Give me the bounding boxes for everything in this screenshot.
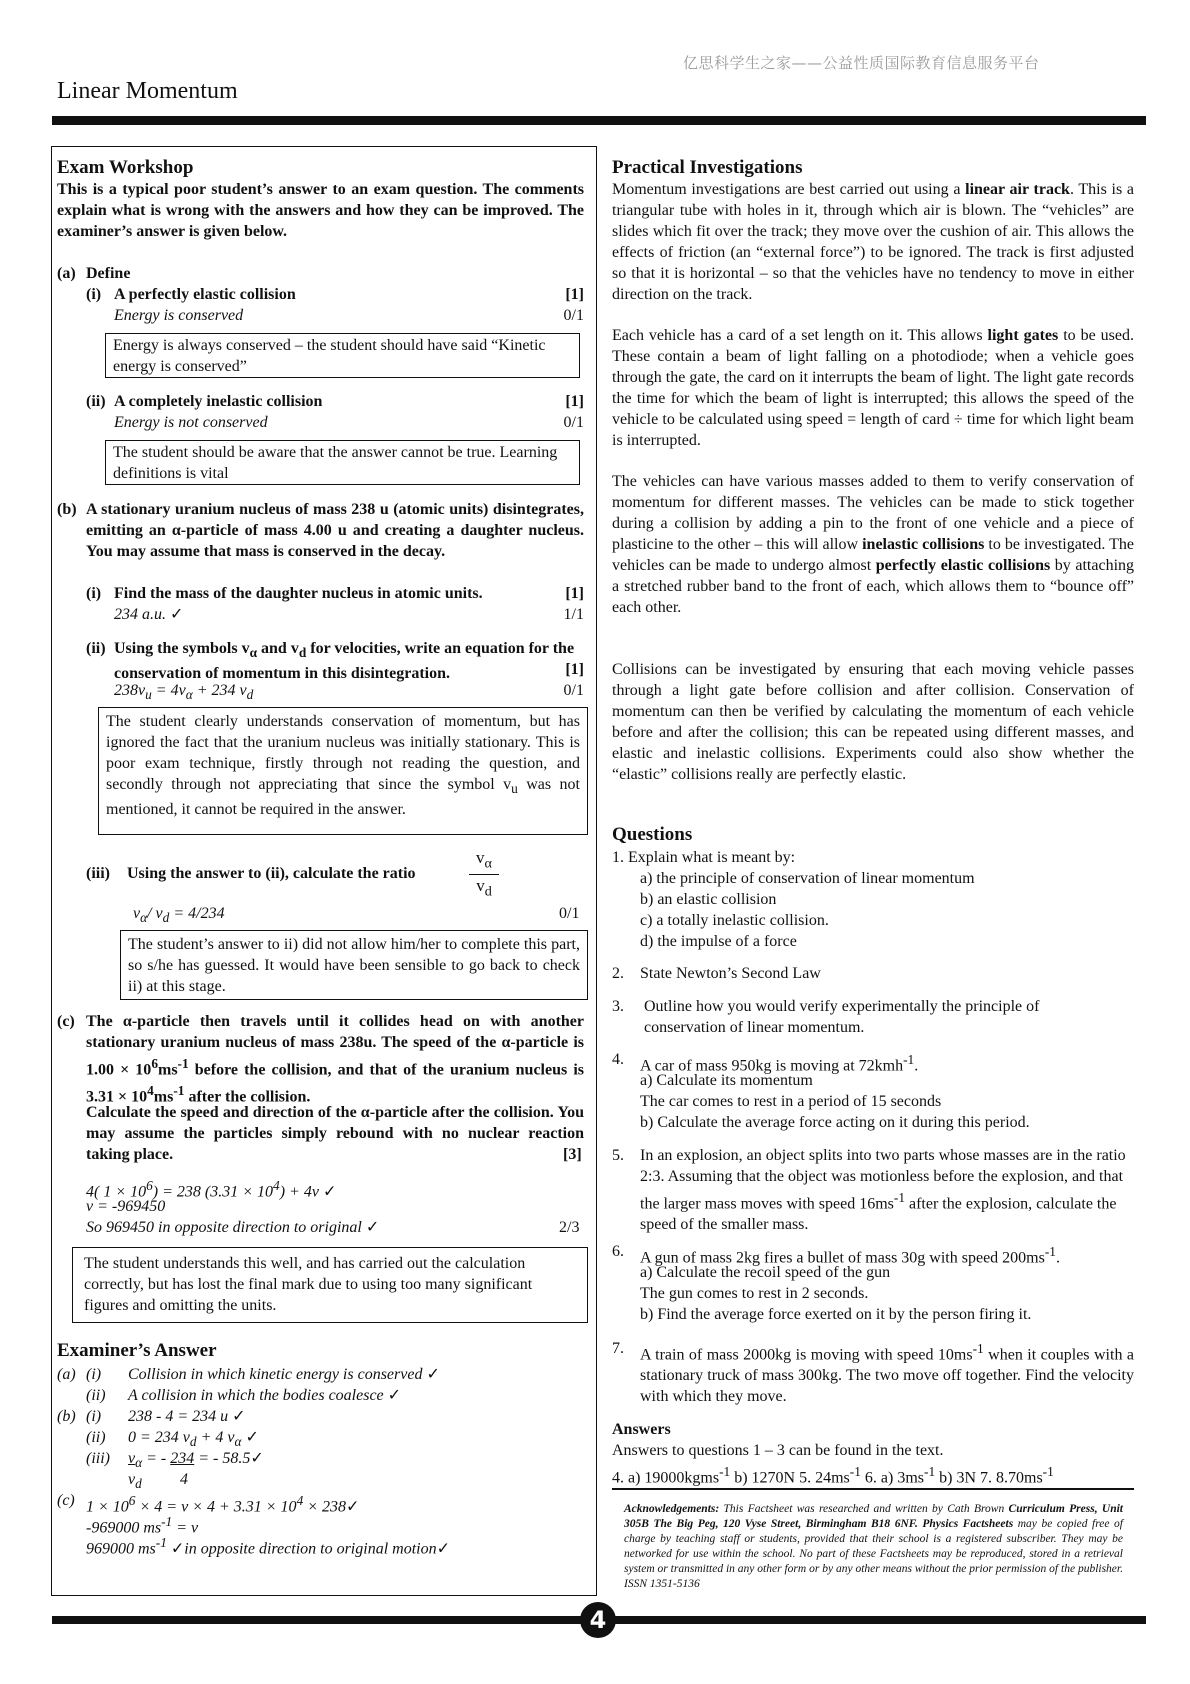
examiner-b-ii: 0 = 234 $v_d + 4$ $v_\alpha$ ✓ bbox=[128, 1429, 259, 1450]
question-b-i bbox=[57, 583, 584, 625]
examiner-c-line2: -969000 $ms^{-1} = v$ bbox=[86, 1514, 199, 1537]
acknowledgements: Acknowledgements: This Factsheet was researched and written by Cath Brown Curriculum Press, Unit 305B The Big Peg, 120 Vyse Street, Birmingham B18 6NF. Physics Factsheets may be copied free of charge by teaching staff or students, provided that their school is a registered subscriber. They may be networked for use within the school. No part of these Factsheets may be reproduced, stored in a retrieval system or transmitted in any other form or by any other means without the prior permission of the publisher. ISSN 1351-5136 bbox=[624, 1503, 1123, 1590]
question-2-number: 2. bbox=[612, 965, 624, 982]
question-1: 1. Explain what is meant by: bbox=[612, 849, 796, 866]
question-1c: c) a totally inelastic collision. bbox=[640, 912, 829, 929]
practical-investigations-heading: Practical Investigations bbox=[612, 157, 803, 178]
student-answer-b-i: 234 a.u. bbox=[114, 606, 166, 623]
examiners-answer-heading: Examiner’s Answer bbox=[57, 1340, 217, 1361]
question-b-label: (b) bbox=[57, 501, 77, 518]
student-answer-c-line1: 4( $1 \times 10^6) = 238$ $(3.31 \times 10^4) + 4v$ ✓ bbox=[86, 1178, 337, 1201]
question-4: A car of mass 950kg is moving at 72kmh$^{-1}$. bbox=[640, 1052, 919, 1075]
score-a-i: 0/1 bbox=[563, 307, 584, 324]
comment-b-iii: The student’s answer to ii) did not allow him/her to complete this part, so s/he has guessed. It would have been sensible to go back to check ii) at this stage. bbox=[120, 930, 588, 1000]
answers-line-2: 4. a) 19000kgms$^{-1}$ b) 1270N 5. $24ms^{-1}$ 6. a) $3ms^{-1}$ b) 3N 7. $8.70ms^{-1}$ bbox=[612, 1464, 1054, 1487]
question-b-iii-label: (iii) bbox=[86, 865, 110, 882]
score-b-ii: 0/1 bbox=[563, 682, 584, 699]
examiner-b-iii: $v_\alpha$ = - 234 = - 58.5✓ $v_d$ 4 bbox=[128, 1450, 264, 1492]
student-answer-a-ii: Energy is not conserved bbox=[114, 414, 268, 431]
examiner-a-ii: A collision in which the bodies coalesce bbox=[128, 1387, 384, 1404]
question-6b: b) Find the average force exerted on it by the person firing it. bbox=[640, 1306, 1032, 1323]
question-a-ii bbox=[57, 391, 584, 433]
score-a-ii: 0/1 bbox=[563, 414, 584, 431]
student-answer-c-line3: So 969450 in opposite direction to original ✓ bbox=[86, 1219, 380, 1236]
question-1b: b) an elastic collision bbox=[640, 891, 777, 908]
question-c-label: (c) bbox=[57, 1013, 75, 1030]
question-b-i-text: Find the mass of the daughter nucleus in atomic units. bbox=[114, 585, 483, 602]
watermark-text: 亿思科学生之家——公益性质国际教育信息服务平台 bbox=[683, 54, 1040, 72]
answers-line-1: Answers to questions 1 – 3 can be found in the text. bbox=[612, 1442, 944, 1459]
question-a-i bbox=[57, 284, 584, 326]
comment-c: The student understands this well, and has carried out the calculation correctly, but has lost the final mark due to using too many significant figures and omitting the units. bbox=[72, 1247, 588, 1323]
question-a-i-label: (i) bbox=[86, 286, 102, 303]
paragraph-air-track: Momentum investigations are best carried out using a linear air track. This is a triangular tube with holes in it, through which air is blown. The “vehicles” are slides which fit over the track; they move over the cushion of air. This allows the effects of friction (an “external force”) to be ignored. The track is first adjusted so that it is horizontal – so that the vehicles have no tendency to move in either direction on the track. bbox=[612, 181, 1135, 303]
questions-heading: Questions bbox=[612, 824, 693, 845]
question-a-text: Define bbox=[86, 265, 131, 282]
question-3: Outline how you would verify experimentally the principle of conservation of linear momentum. bbox=[644, 998, 1040, 1036]
student-answer-b-iii: $v_\alpha/$ $v_d = 4/234$ bbox=[133, 905, 225, 926]
question-4-context: The car comes to rest in a period of 15 seconds bbox=[640, 1093, 942, 1110]
ratio-fraction: $v_\alpha$ $v_d$ bbox=[469, 847, 499, 903]
question-c-text: The α-particle then travels until it collides head on with another stationary uranium nucleus of mass 238u. The speed of the α-particle is $1.00 \times 10^6ms^{-1}$ before the collision, and that of the uranium nucleus is $3.31 \times 10^4ms^{-1}$ after the collision. bbox=[86, 1013, 584, 1106]
examiner-c-line1: $1 \times 10^6 \times 4 = v \times 4 + 3.31 \times 10^4$ × 238✓ bbox=[86, 1493, 360, 1516]
question-a-label: (a) bbox=[57, 265, 76, 282]
top-rule bbox=[52, 116, 1146, 125]
paragraph-masses: The vehicles can have various masses added to them to verify conservation of momentum for different masses. The vehicles can be made to stick together during a collision by adding a pin to the front of one vehicle and a piece of plasticine to the other – this will allow inelastic collisions to be investigated. The vehicles can be made to undergo almost perfectly elastic collisions by attaching a stretched rubber band to the front of each, which allows them to “bounce off” each other. bbox=[612, 473, 1135, 616]
question-6-context: The gun comes to rest in 2 seconds. bbox=[640, 1285, 869, 1302]
page-number: 4 bbox=[580, 1602, 616, 1638]
question-a-i-text: A perfectly elastic collision bbox=[114, 286, 296, 303]
question-4-number: 4. bbox=[612, 1051, 624, 1068]
comment-b-ii: The student clearly understands conservation of momentum, but has ignored the fact that the uranium nucleus was initially stationary. This is poor exam technique, firstly through not reading the question, and secondly through not appreciating that since the symbol $v_u$ was not mentioned, it cannot be required in the answer. bbox=[98, 707, 588, 835]
tick-icon: ✓ bbox=[170, 606, 184, 623]
student-answer-a-i: Energy is conserved bbox=[114, 307, 244, 324]
question-5: In an explosion, an object splits into two parts whose masses are in the ratio 2:3. Assuming that the object was motionless before the explosion, and that the larger mass moves with speed $16ms^{-1}$ after the explosion, calculate the speed of the smaller mass. bbox=[640, 1147, 1126, 1234]
question-b-i-marks: [1] bbox=[565, 585, 584, 602]
question-5-number: 5. bbox=[612, 1147, 624, 1164]
question-3-number: 3. bbox=[612, 998, 624, 1015]
acknowledgements-rule bbox=[612, 1488, 1134, 1490]
score-b-i: 1/1 bbox=[563, 606, 584, 623]
question-2: State Newton’s Second Law bbox=[640, 965, 821, 982]
paragraph-collisions: Collisions can be investigated by ensuring that each moving vehicle passes through a light gate before collision and after collision. Conservation of momentum can then be verified by calculating the momentum of each vehicle before and after the collision; this can be repeated using different masses, and elastic and inelastic collisions. Experiments could also show whether the “elastic” collisions really are perfectly elastic. bbox=[612, 661, 1134, 783]
question-a-ii-text: A completely inelastic collision bbox=[114, 393, 323, 410]
question-1d: d) the impulse of a force bbox=[640, 933, 797, 950]
examiner-b-i: 238 - 4 = 234 u bbox=[128, 1408, 229, 1425]
question-a-ii-label: (ii) bbox=[86, 393, 106, 410]
question-b-i-label: (i) bbox=[86, 585, 102, 602]
question-b-ii-label: (ii) bbox=[86, 640, 106, 657]
question-b-ii-marks: [1] bbox=[565, 661, 584, 678]
question-c-marks: [3] bbox=[563, 1146, 582, 1163]
question-7-number: 7. bbox=[612, 1340, 624, 1357]
question-4a: a) Calculate its momentum bbox=[640, 1072, 813, 1089]
examiners-answer: (a) (i) Collision in which kinetic energy is conserved ✓ (ii) A collision in which the bodies coalesce ✓ (b) (i) 238 - 4 = 234 u ✓ (ii) 0 = 234 $v_d + 4$ $v_\alpha$ ✓ (iii) $v_\alpha$ = - 234 = - 58.5✓ $v_d$ 4 (c) $1 \times 10^6 \times 4 = v \times 4 + 3.31 \times 10^4$ × 238✓ -969000 $ms^{-1} = v$ 969000 $ms^{-1}$ ✓in opposite direction to original motion✓ bbox=[57, 1366, 450, 1558]
page-title: Linear Momentum bbox=[57, 78, 238, 104]
comment-a-ii: The student should be aware that the answer cannot be true. Learning definitions is vital bbox=[105, 440, 580, 485]
question-6: A gun of mass 2kg fires a bullet of mass 30g with speed $200ms^{-1}$. bbox=[640, 1244, 1060, 1267]
score-b-iii: 0/1 bbox=[559, 905, 580, 922]
question-b-ii bbox=[57, 638, 584, 701]
question-b-ii-text: Using the symbols $v_\alpha$ and $v_d$ for velocities, write an equation for the conservation of momentum in this disintegration. bbox=[114, 640, 575, 683]
exam-workshop-intro: This is a typical poor student’s answer to an exam question. The comments explain what is wrong with the answers and how they can be improved. The examiner’s answer is given below. bbox=[57, 181, 584, 240]
examiner-a-i: Collision in which kinetic energy is conserved bbox=[128, 1366, 423, 1383]
question-b-text: A stationary uranium nucleus of mass 238 u (atomic units) disintegrates, emitting an α-particle of mass 4.00 u and creating a daughter nucleus. You may assume that mass is conserved in the decay. bbox=[86, 501, 584, 560]
paragraph-light-gates: Each vehicle has a card of a set length on it. This allows light gates to be used. These contain a beam of light falling on a photodiode; when a vehicle goes through the gate, the card on it interrupts the beam of light. The light gate records the time for which the beam of light is interrupted; this allows the speed of the vehicle to be calculated using speed = length of card ÷ time for which light beam is interrupted. bbox=[612, 327, 1134, 449]
question-1a: a) the principle of conservation of linear momentum bbox=[640, 870, 975, 887]
examiner-c-line3: 969000 $ms^{-1}$ ✓in opposite direction to original motion✓ bbox=[86, 1535, 450, 1558]
answers-heading: Answers bbox=[612, 1421, 671, 1438]
question-a-ii-marks: [1] bbox=[565, 393, 584, 410]
score-c: 2/3 bbox=[559, 1219, 580, 1236]
student-answer-b-ii: $238v_u = 4v_\alpha + 234$ $v_d$ bbox=[114, 682, 254, 703]
question-4b: b) Calculate the average force acting on it during this period. bbox=[640, 1114, 1030, 1131]
student-answer-c-line2: v = -969450 bbox=[86, 1198, 166, 1215]
comment-a-i: Energy is always conserved – the student should have said “Kinetic energy is conserved” bbox=[105, 333, 580, 378]
question-b-iii-text: Using the answer to (ii), calculate the ratio bbox=[127, 865, 416, 882]
question-6-number: 6. bbox=[612, 1243, 624, 1260]
question-c-instruction: Calculate the speed and direction of the α-particle after the collision. You may assume the particles simply rebound with no nuclear reaction taking place. bbox=[86, 1104, 584, 1163]
question-a-i-marks: [1] bbox=[565, 286, 584, 303]
exam-workshop-heading: Exam Workshop bbox=[57, 157, 194, 178]
question-7: A train of mass 2000kg is moving with speed $10ms^{-1}$ when it couples with a stationary truck of mass 300kg. The two move off together. Find the velocity with which they move. bbox=[640, 1341, 1135, 1406]
question-6a: a) Calculate the recoil speed of the gun bbox=[640, 1264, 891, 1281]
